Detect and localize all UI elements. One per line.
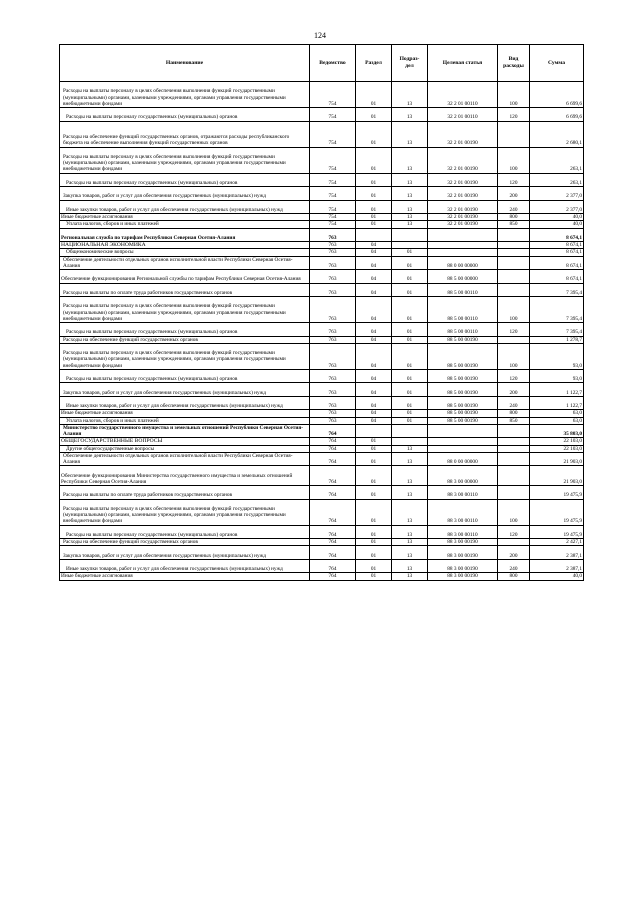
cell-type <box>498 228 530 242</box>
cell-sum: 63,0 <box>530 410 584 417</box>
cell-section: 01 <box>356 499 392 525</box>
cell-dept: 754 <box>310 200 356 214</box>
cell-section: 01 <box>356 173 392 187</box>
cell-name: Расходы на выплаты персоналу государственных (муниципальных) органов <box>60 173 310 187</box>
cell-target: 88 3 00 00110 <box>428 525 498 539</box>
table-row <box>60 499 584 525</box>
cell-type <box>498 249 530 256</box>
cell-target: 88 0 00 00000 <box>428 452 498 466</box>
table-row <box>60 417 584 424</box>
cell-sum: 21 903,0 <box>530 452 584 466</box>
cell-subsection: 13 <box>392 173 428 187</box>
cell-target <box>428 249 498 256</box>
table-row <box>60 539 584 546</box>
cell-dept: 763 <box>310 242 356 249</box>
cell-name: Иные закупки товаров, работ и услуг для обеспечения государственных (муниципальных) нужд <box>60 200 310 214</box>
cell-sum: 8 674,1 <box>530 228 584 242</box>
cell-name: Уплата налогов, сборов и иных платежей <box>60 221 310 228</box>
cell-section: 04 <box>356 249 392 256</box>
cell-section: 01 <box>356 466 392 486</box>
cell-type: 800 <box>498 410 530 417</box>
cell-name: Иные бюджетные ассигнования <box>60 410 310 417</box>
cell-sum: 1 122,7 <box>530 383 584 397</box>
table-row <box>60 452 584 466</box>
cell-section: 01 <box>356 546 392 560</box>
cell-name: Иные закупки товаров, работ и услуг для обеспечения государственных (муниципальных) нужд <box>60 559 310 573</box>
cell-subsection: 13 <box>392 486 428 500</box>
cell-name: Расходы на выплаты персоналу в целях обеспечения выполнения функций государственными (муниципальными) органами, казенными учреждениями, органами управления государственными внебюджетными фондами <box>60 297 310 323</box>
cell-type <box>498 445 530 452</box>
table-header-row <box>60 45 584 82</box>
cell-name: Другие общегосударственные вопросы <box>60 445 310 452</box>
cell-name: Обеспечение функционирования Региональной службы по тарифам Республики Северная Осетия-Алания <box>60 270 310 284</box>
cell-target: 88 5 00 00190 <box>428 383 498 397</box>
cell-dept: 763 <box>310 343 356 369</box>
cell-dept: 754 <box>310 173 356 187</box>
cell-dept: 764 <box>310 525 356 539</box>
cell-sum: 19 475,9 <box>530 525 584 539</box>
cell-section: 04 <box>356 256 392 270</box>
table-row <box>60 424 584 438</box>
cell-sum: 8 674,1 <box>530 256 584 270</box>
cell-sum: 21 903,0 <box>530 466 584 486</box>
cell-name: Расходы на выплаты персоналу государственных (муниципальных) органов <box>60 108 310 122</box>
cell-target: 32 2 01 00190 <box>428 121 498 147</box>
table-row <box>60 445 584 452</box>
cell-sum: 93,0 <box>530 343 584 369</box>
cell-type: 120 <box>498 525 530 539</box>
cell-sum: 40,0 <box>530 221 584 228</box>
cell-target: 88 5 00 00190 <box>428 343 498 369</box>
cell-name: Расходы на обеспечение функций государственных органов <box>60 539 310 546</box>
cell-sum: 2 387,1 <box>530 559 584 573</box>
cell-section: 04 <box>356 417 392 424</box>
cell-subsection: 13 <box>392 559 428 573</box>
cell-name: Расходы на обеспечение функций государственных органов <box>60 336 310 343</box>
header-subsection: Подраз- дел <box>392 45 428 82</box>
cell-dept: 764 <box>310 445 356 452</box>
cell-name: Иные закупки товаров, работ и услуг для обеспечения государственных (муниципальных) нужд <box>60 396 310 410</box>
cell-section: 04 <box>356 369 392 383</box>
cell-dept: 763 <box>310 383 356 397</box>
table-row <box>60 270 584 284</box>
cell-dept: 754 <box>310 108 356 122</box>
cell-subsection: 13 <box>392 525 428 539</box>
cell-section: 04 <box>356 383 392 397</box>
cell-sum: 7 395,4 <box>530 283 584 297</box>
cell-subsection: 13 <box>392 221 428 228</box>
cell-target: 32 2 01 00190 <box>428 187 498 201</box>
cell-subsection: 13 <box>392 452 428 466</box>
cell-section: 01 <box>356 221 392 228</box>
cell-section: 01 <box>356 559 392 573</box>
cell-sum: 19 475,9 <box>530 486 584 500</box>
cell-subsection: 13 <box>392 214 428 221</box>
cell-sum: 6 699,6 <box>530 82 584 108</box>
cell-section: 01 <box>356 82 392 108</box>
cell-name: Обеспечение деятельности отдельных органов исполнительной власти Республики Северная Осетия-Алания <box>60 452 310 466</box>
cell-section: 01 <box>356 539 392 546</box>
cell-target: 88 5 00 00190 <box>428 417 498 424</box>
cell-type <box>498 438 530 445</box>
cell-subsection: 01 <box>392 396 428 410</box>
table-row <box>60 200 584 214</box>
cell-sum: 22 103,0 <box>530 445 584 452</box>
cell-subsection: 01 <box>392 297 428 323</box>
cell-type: 240 <box>498 559 530 573</box>
cell-name: Региональная служба по тарифам Республики Северная Осетия-Алания <box>60 228 310 242</box>
cell-name: Закупка товаров, работ и услуг для обеспечения государственных (муниципальных) нужд <box>60 383 310 397</box>
table-row <box>60 297 584 323</box>
cell-subsection: 13 <box>392 445 428 452</box>
header-dept: Ведомство <box>310 45 356 82</box>
cell-dept: 754 <box>310 187 356 201</box>
header-sum: Сумма <box>530 45 584 82</box>
cell-type <box>498 283 530 297</box>
cell-subsection: 13 <box>392 200 428 214</box>
cell-dept: 763 <box>310 297 356 323</box>
cell-type: 800 <box>498 214 530 221</box>
cell-dept: 763 <box>310 256 356 270</box>
cell-dept: 763 <box>310 396 356 410</box>
cell-type: 200 <box>498 383 530 397</box>
cell-target <box>428 242 498 249</box>
cell-subsection: 13 <box>392 82 428 108</box>
cell-section: 01 <box>356 147 392 173</box>
page-number: 124 <box>314 31 326 40</box>
cell-type <box>498 424 530 438</box>
cell-sum: 263,1 <box>530 147 584 173</box>
cell-subsection: 01 <box>392 383 428 397</box>
cell-target <box>428 228 498 242</box>
cell-name: Обеспечение функционирования Министерства государственного имущества и земельных отношений Республики Северная Осетия-Алания <box>60 466 310 486</box>
cell-section: 01 <box>356 573 392 580</box>
cell-target: 88 5 00 00190 <box>428 410 498 417</box>
cell-section: 01 <box>356 200 392 214</box>
cell-name: Расходы на выплаты персоналу в целях обеспечения выполнения функций государственными (муниципальными) органами, казенными учреждениями, органами управления государственными внебюджетными фондами <box>60 82 310 108</box>
cell-section: 04 <box>356 323 392 337</box>
cell-dept: 764 <box>310 452 356 466</box>
cell-section: 04 <box>356 396 392 410</box>
cell-section: 01 <box>356 187 392 201</box>
cell-type: 800 <box>498 573 530 580</box>
cell-sum: 2 387,1 <box>530 546 584 560</box>
cell-section: 01 <box>356 214 392 221</box>
cell-dept: 763 <box>310 283 356 297</box>
cell-name: Расходы на выплаты персоналу государственных (муниципальных) органов <box>60 369 310 383</box>
cell-subsection: 13 <box>392 546 428 560</box>
cell-target: 88 5 00 00110 <box>428 297 498 323</box>
cell-name: Расходы на обеспечение функций государственных органов, отражаются расходы республиканского бюджета на обеспечение выполнения функций государственных органов <box>60 121 310 147</box>
cell-section: 04 <box>356 336 392 343</box>
cell-dept: 754 <box>310 214 356 221</box>
cell-subsection: 13 <box>392 573 428 580</box>
table-row <box>60 221 584 228</box>
cell-name: Расходы на выплаты персоналу государственных (муниципальных) органов <box>60 525 310 539</box>
cell-sum: 7 395,4 <box>530 323 584 337</box>
cell-section: 04 <box>356 283 392 297</box>
header-target: Целевая статья <box>428 45 498 82</box>
table-row <box>60 323 584 337</box>
cell-sum: 8 674,1 <box>530 242 584 249</box>
cell-name: Иные бюджетные ассигнования <box>60 573 310 580</box>
cell-sum: 2 377,0 <box>530 187 584 201</box>
cell-section <box>356 228 392 242</box>
cell-subsection: 01 <box>392 417 428 424</box>
cell-dept: 763 <box>310 336 356 343</box>
cell-type <box>498 242 530 249</box>
cell-sum: 6 699,6 <box>530 108 584 122</box>
cell-sum: 8 674,1 <box>530 249 584 256</box>
cell-type: 120 <box>498 323 530 337</box>
cell-name: Министерство государственного имущества и земельных отношений Республики Северная Осетия-Алания <box>60 424 310 438</box>
cell-type: 120 <box>498 173 530 187</box>
cell-dept: 754 <box>310 147 356 173</box>
cell-target: 88 3 00 00190 <box>428 559 498 573</box>
table-row <box>60 336 584 343</box>
cell-target: 88 5 00 00110 <box>428 323 498 337</box>
cell-type: 850 <box>498 417 530 424</box>
table-row <box>60 283 584 297</box>
cell-target <box>428 445 498 452</box>
table-body <box>60 82 584 581</box>
cell-name: Закупка товаров, работ и услуг для обеспечения государственных (муниципальных) нужд <box>60 546 310 560</box>
cell-section: 01 <box>356 108 392 122</box>
cell-target: 88 3 00 00110 <box>428 486 498 500</box>
cell-subsection: 13 <box>392 499 428 525</box>
table-row <box>60 147 584 173</box>
cell-sum: 40,0 <box>530 573 584 580</box>
cell-target: 88 3 00 00190 <box>428 539 498 546</box>
cell-target: 88 5 00 00190 <box>428 336 498 343</box>
header-section: Раздел <box>356 45 392 82</box>
cell-dept: 764 <box>310 466 356 486</box>
cell-type: 240 <box>498 396 530 410</box>
cell-sum: 8 674,1 <box>530 270 584 284</box>
cell-type <box>498 486 530 500</box>
cell-dept: 764 <box>310 559 356 573</box>
cell-type: 100 <box>498 82 530 108</box>
cell-target: 88 5 00 00110 <box>428 283 498 297</box>
cell-dept: 763 <box>310 410 356 417</box>
cell-sum: 1 122,7 <box>530 396 584 410</box>
cell-dept: 764 <box>310 546 356 560</box>
cell-name: Общеэкономические вопросы <box>60 249 310 256</box>
cell-name: Расходы на выплаты по оплате труда работников государственных органов <box>60 283 310 297</box>
cell-type: 120 <box>498 108 530 122</box>
cell-target: 88 5 00 00190 <box>428 369 498 383</box>
table-row <box>60 187 584 201</box>
cell-subsection: 13 <box>392 187 428 201</box>
cell-dept: 754 <box>310 221 356 228</box>
cell-subsection: 01 <box>392 283 428 297</box>
cell-name: ОБЩЕГОСУДАРСТВЕННЫЕ ВОПРОСЫ <box>60 438 310 445</box>
cell-dept: 754 <box>310 121 356 147</box>
table-row <box>60 559 584 573</box>
cell-sum: 2 680,1 <box>530 121 584 147</box>
cell-section: 04 <box>356 297 392 323</box>
table-row <box>60 121 584 147</box>
cell-section <box>356 424 392 438</box>
cell-subsection: 13 <box>392 147 428 173</box>
cell-name: НАЦИОНАЛЬНАЯ ЭКОНОМИКА <box>60 242 310 249</box>
cell-dept: 763 <box>310 369 356 383</box>
cell-sum: 40,0 <box>530 214 584 221</box>
budget-table <box>59 44 584 581</box>
cell-target <box>428 424 498 438</box>
cell-subsection: 01 <box>392 256 428 270</box>
cell-name: Расходы на выплаты персоналу в целях обеспечения выполнения функций государственными (муниципальными) органами, казенными учреждениями, органами управления государственными внебюджетными фондами <box>60 343 310 369</box>
cell-sum: 35 803,0 <box>530 424 584 438</box>
cell-dept: 764 <box>310 438 356 445</box>
cell-dept: 764 <box>310 424 356 438</box>
cell-dept: 763 <box>310 417 356 424</box>
cell-subsection: 01 <box>392 249 428 256</box>
cell-subsection <box>392 438 428 445</box>
cell-name: Расходы на выплаты по оплате труда работников государственных органов <box>60 486 310 500</box>
cell-target: 88 5 00 00190 <box>428 396 498 410</box>
cell-name: Расходы на выплаты персоналу в целях обеспечения выполнения функций государственными (муниципальными) органами, казенными учреждениями, органами управления государственными внебюджетными фондами <box>60 499 310 525</box>
cell-type <box>498 539 530 546</box>
cell-target: 32 2 01 00190 <box>428 221 498 228</box>
cell-subsection: 13 <box>392 466 428 486</box>
cell-target: 88 3 00 00110 <box>428 499 498 525</box>
cell-target: 88 0 00 00000 <box>428 256 498 270</box>
header-name: Наименование <box>60 45 310 82</box>
cell-section: 04 <box>356 410 392 417</box>
header-type: Вид расходы <box>498 45 530 82</box>
cell-type <box>498 336 530 343</box>
table-row <box>60 466 584 486</box>
cell-dept: 763 <box>310 249 356 256</box>
cell-target: 32 2 01 00110 <box>428 82 498 108</box>
cell-subsection: 13 <box>392 121 428 147</box>
cell-target: 32 2 01 00110 <box>428 108 498 122</box>
cell-subsection: 01 <box>392 343 428 369</box>
table-row <box>60 546 584 560</box>
cell-type <box>498 256 530 270</box>
table-row <box>60 438 584 445</box>
cell-dept: 764 <box>310 486 356 500</box>
cell-subsection: 01 <box>392 323 428 337</box>
cell-type: 100 <box>498 343 530 369</box>
cell-dept: 764 <box>310 539 356 546</box>
table-row <box>60 383 584 397</box>
cell-section: 04 <box>356 343 392 369</box>
cell-dept: 763 <box>310 270 356 284</box>
cell-target: 32 2 01 00190 <box>428 200 498 214</box>
cell-type: 200 <box>498 187 530 201</box>
table-row <box>60 256 584 270</box>
cell-subsection: 01 <box>392 336 428 343</box>
cell-type <box>498 466 530 486</box>
cell-sum: 1 278,7 <box>530 336 584 343</box>
cell-sum: 22 103,0 <box>530 438 584 445</box>
cell-target: 88 3 00 00190 <box>428 546 498 560</box>
table-row <box>60 242 584 249</box>
cell-target <box>428 438 498 445</box>
cell-type <box>498 452 530 466</box>
cell-section: 01 <box>356 525 392 539</box>
cell-name: Уплата налогов, сборов и иных платежей <box>60 417 310 424</box>
cell-type <box>498 121 530 147</box>
cell-subsection: 13 <box>392 539 428 546</box>
table-row <box>60 249 584 256</box>
cell-type: 120 <box>498 369 530 383</box>
cell-section: 04 <box>356 270 392 284</box>
cell-sum: 263,1 <box>530 173 584 187</box>
table-row <box>60 573 584 580</box>
cell-name: Расходы на выплаты персоналу в целях обеспечения выполнения функций государственными (муниципальными) органами, казенными учреждениями, органами управления государственными внебюджетными фондами <box>60 147 310 173</box>
cell-type <box>498 270 530 284</box>
cell-section: 01 <box>356 486 392 500</box>
table-row <box>60 82 584 108</box>
cell-subsection: 01 <box>392 270 428 284</box>
cell-section: 04 <box>356 242 392 249</box>
table-row <box>60 343 584 369</box>
cell-dept: 764 <box>310 573 356 580</box>
cell-name: Расходы на выплаты персоналу государственных (муниципальных) органов <box>60 323 310 337</box>
cell-section: 01 <box>356 445 392 452</box>
table-row <box>60 486 584 500</box>
table-row <box>60 369 584 383</box>
table-row <box>60 214 584 221</box>
table-row <box>60 108 584 122</box>
cell-name: Обеспечение деятельности отдельных органов исполнительной власти Республики Северная Осетия-Алания <box>60 256 310 270</box>
cell-dept: 754 <box>310 82 356 108</box>
table-row <box>60 173 584 187</box>
table-row <box>60 410 584 417</box>
cell-type: 240 <box>498 200 530 214</box>
cell-type: 850 <box>498 221 530 228</box>
table-row <box>60 228 584 242</box>
cell-subsection: 13 <box>392 108 428 122</box>
table-row <box>60 396 584 410</box>
cell-sum: 63,0 <box>530 417 584 424</box>
cell-dept: 764 <box>310 499 356 525</box>
cell-target: 88 5 00 00000 <box>428 270 498 284</box>
cell-dept: 763 <box>310 323 356 337</box>
cell-sum: 2 427,1 <box>530 539 584 546</box>
cell-type: 100 <box>498 297 530 323</box>
cell-sum: 2 377,0 <box>530 200 584 214</box>
cell-section: 01 <box>356 438 392 445</box>
cell-subsection <box>392 242 428 249</box>
cell-section: 01 <box>356 121 392 147</box>
cell-sum: 19 475,9 <box>530 499 584 525</box>
cell-sum: 93,0 <box>530 369 584 383</box>
cell-target: 32 2 01 00190 <box>428 147 498 173</box>
cell-subsection: 01 <box>392 410 428 417</box>
cell-subsection <box>392 424 428 438</box>
cell-sum: 7 395,4 <box>530 297 584 323</box>
cell-type: 100 <box>498 147 530 173</box>
cell-type: 200 <box>498 546 530 560</box>
cell-dept: 763 <box>310 228 356 242</box>
cell-name: Иные бюджетные ассигнования <box>60 214 310 221</box>
cell-type: 100 <box>498 499 530 525</box>
cell-target: 88 3 00 00000 <box>428 466 498 486</box>
cell-subsection <box>392 228 428 242</box>
cell-target: 88 3 00 00190 <box>428 573 498 580</box>
cell-target: 32 2 01 00190 <box>428 214 498 221</box>
cell-name: Закупка товаров, работ и услуг для обеспечения государственных (муниципальных) нужд <box>60 187 310 201</box>
cell-section: 01 <box>356 452 392 466</box>
cell-subsection: 01 <box>392 369 428 383</box>
cell-target: 32 2 01 00190 <box>428 173 498 187</box>
table-row <box>60 525 584 539</box>
